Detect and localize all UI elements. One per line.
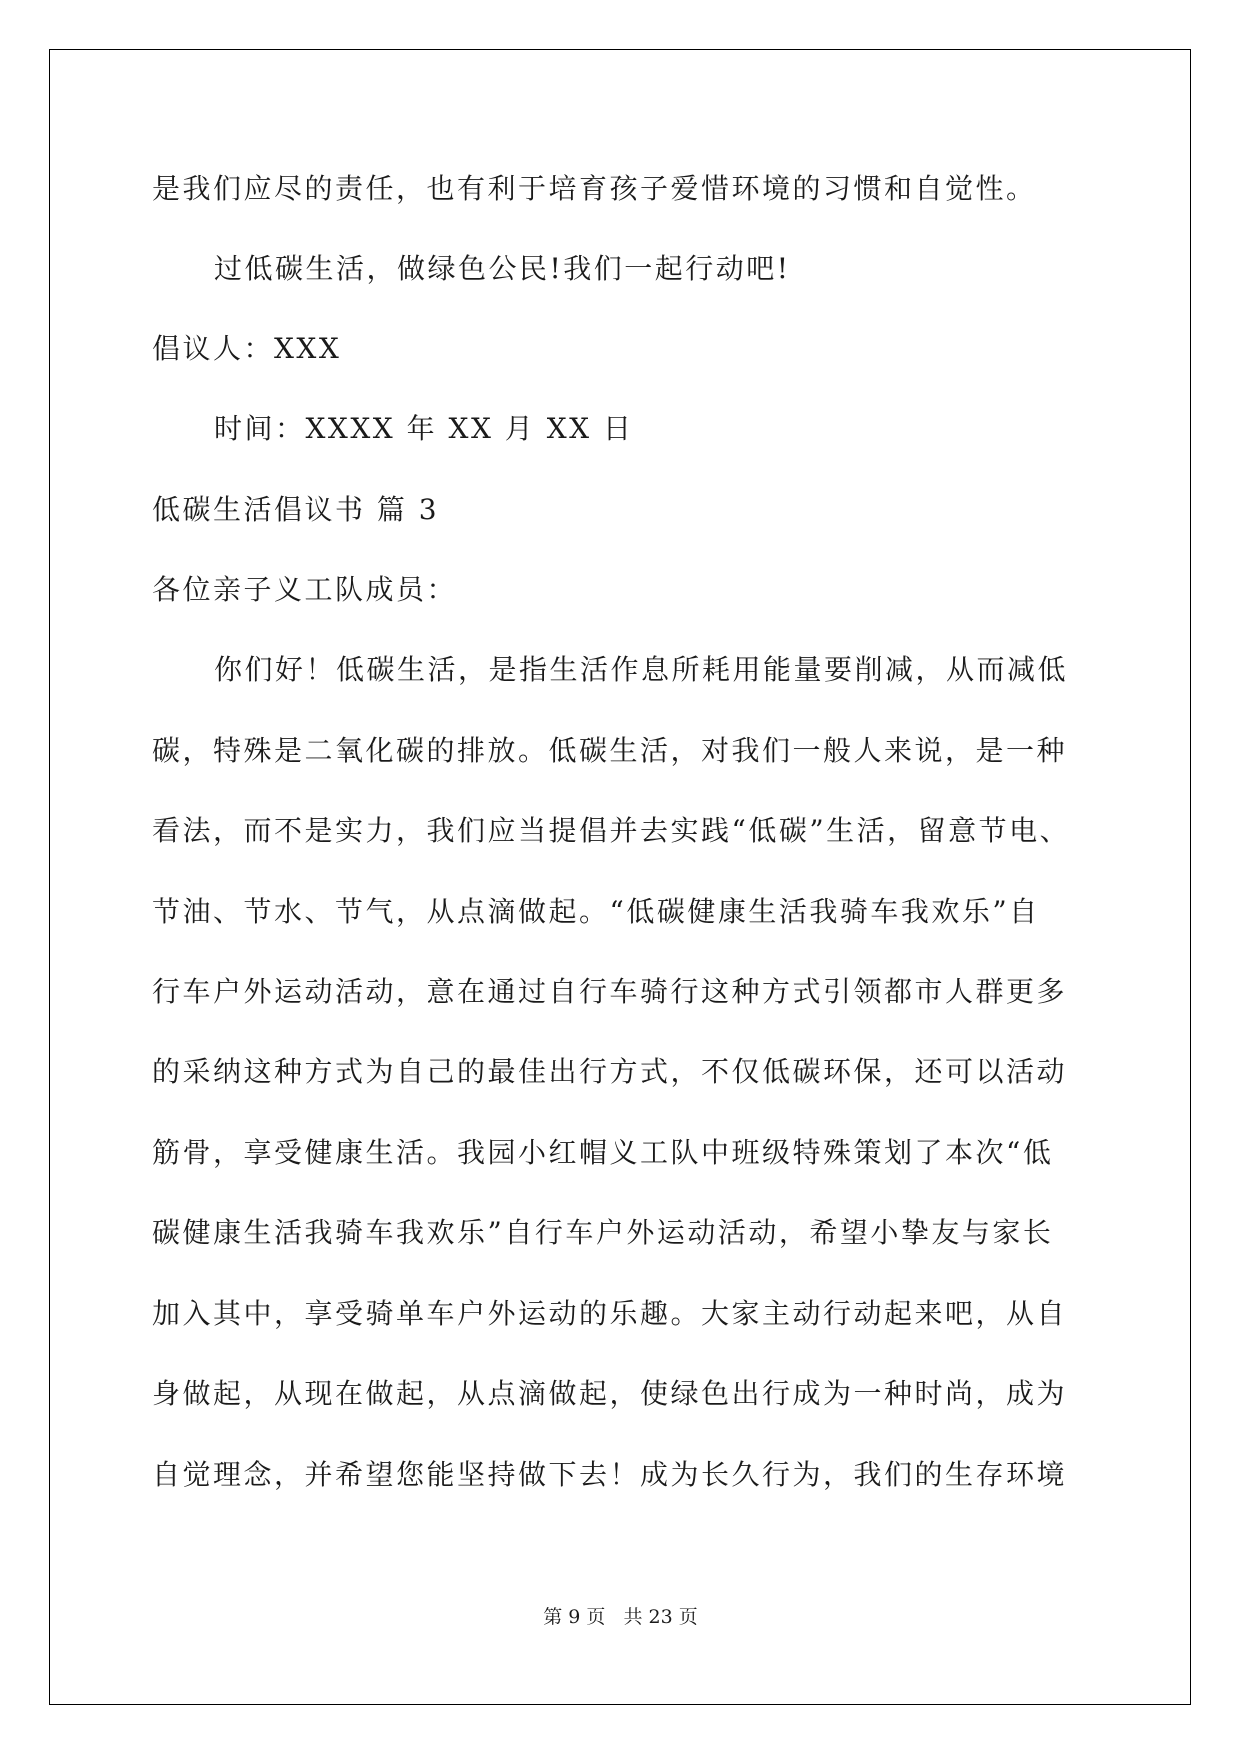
- signer-line: 倡议人：XXX: [152, 332, 342, 365]
- text-line: 看法，而不是实力，我们应当提倡并去实践“低碳”生活，留意节电、: [152, 814, 1071, 847]
- page-total: 共 23 页: [623, 1606, 698, 1628]
- text-line: 加入其中，享受骑单车户外运动的乐趣。大家主动行动起来吧，从自: [152, 1297, 1068, 1330]
- text-line: 是我们应尽的责任，也有利于培育孩子爱惜环境的习惯和自觉性。: [152, 172, 1037, 205]
- text-line: 过低碳生活，做绿色公民!我们一起行动吧!: [214, 252, 791, 285]
- text-line: 自觉理念，并希望您能坚持做下去！成为长久行为，我们的生存环境: [152, 1458, 1068, 1491]
- page-number: 第 9 页: [543, 1606, 606, 1628]
- date-line: 时间：XXXX 年 XX 月 XX 日: [214, 412, 634, 445]
- text-line: 身做起，从现在做起，从点滴做起，使绿色出行成为一种时尚，成为: [152, 1377, 1068, 1410]
- text-line: 你们好！低碳生活，是指生活作息所耗用能量要削减，从而减低: [214, 653, 1069, 686]
- page-footer: [0, 1605, 1241, 1629]
- text-line: 行车户外运动活动，意在通过自行车骑行这种方式引领都市人群更多: [152, 975, 1068, 1008]
- text-line: 碳健康生活我骑车我欢乐”自行车户外运动活动，希望小挚友与家长: [152, 1216, 1054, 1249]
- salutation: 各位亲子义工队成员：: [152, 573, 458, 606]
- text-line: 节油、节水、节气，从点滴做起。“低碳健康生活我骑车我欢乐”自: [152, 895, 1040, 928]
- text-line: 碳，特殊是二氧化碳的排放。低碳生活，对我们一般人来说，是一种: [152, 734, 1068, 767]
- section-heading: 低碳生活倡议书 篇 3: [152, 493, 440, 526]
- text-line: 筋骨，享受健康生活。我园小红帽义工队中班级特殊策划了本次“低: [152, 1136, 1054, 1169]
- text-line: 的采纳这种方式为自己的最佳出行方式，不仅低碳环保，还可以活动: [152, 1055, 1068, 1088]
